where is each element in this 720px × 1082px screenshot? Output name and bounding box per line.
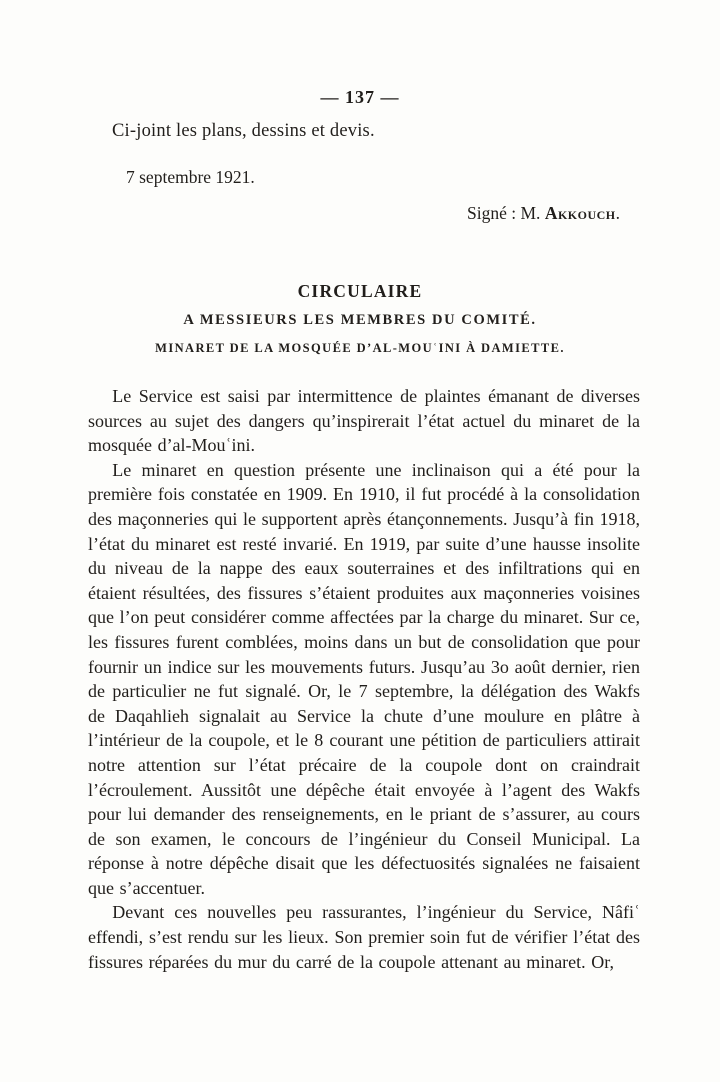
paragraph-intro: Le Service est saisi par intermittence de plaintes émanant de diverses sources au sujet des dangers qu’inspirerait l’état actuel du minaret de la mosquée d’al-Mouʿini. (88, 386, 640, 456)
paragraph-inspection: Devant ces nouvelles peu rassurantes, l’ingénieur du Service, Nâfiʿ effendi, s’est rendu sur les lieux. Son premier soin fut de vérifier l’état des fissures réparées du mur du carré de la coupole attenant au minaret. Or, (88, 902, 640, 972)
circular-title: CIRCULAIRE (297, 281, 423, 301)
signature-period: . (615, 203, 620, 223)
signature-line (467, 203, 620, 224)
signature-name: Akkouch (544, 203, 616, 223)
signature-prefix: Signé : M. (467, 203, 545, 223)
attachment-note: Ci-joint les plans, dessins et devis. (112, 121, 375, 141)
date-line: 7 septembre 1921. (126, 167, 255, 187)
page-number: — 137 — (320, 87, 400, 107)
document-body (88, 384, 640, 974)
circular-subtitle: A MESSIEURS LES MEMBRES DU COMITÉ. (183, 312, 537, 328)
paragraph-history: Le minaret en question présente une inclinaison qui a été pour la première fois constatée en 1909. En 1910, il fut procédé à la consolidation des maçonneries qui le supportent après étançonnements. Jusqu’à fin 1918, l’état du minaret est resté invarié. En 1919, par suite d’une hausse insolite du niveau de la nappe des eaux souterraines et des infiltrations qui en étaient résultées, des fissures s’étaient produites aux maçonneries voisines que l’on peut considérer comme affectées par la charge du minaret. Sur ce, les fissures furent comblées, moins dans un but de consolidation que pour fournir un indice sur les mouvements futurs. Jusqu’au 3o août dernier, rien de particulier ne fut signalé. Or, le 7 septembre, la délégation des Wakfs de Daqahlieh signalait au Service la chute d’une moulure en plâtre à l’intérieur de la coupole, et le 8 courant une pétition de particuliers attirait notre attention sur l’état précaire de la coupole dont on craindrait l’écroulement. Aussitôt une dépêche était envoyée à l’agent des Wakfs pour lui demander des renseignements, en le priant de s’assurer, au cours de son examen, le concours de l’ingénieur du Conseil Municipal. La réponse à notre dépêche disait que les défectuosités signalées ne faisaient que s’accentuer. (88, 459, 640, 898)
circular-subject: MINARET DE LA MOSQUÉE D’AL-MOUʿINI À DAMIETTE. (155, 341, 565, 355)
